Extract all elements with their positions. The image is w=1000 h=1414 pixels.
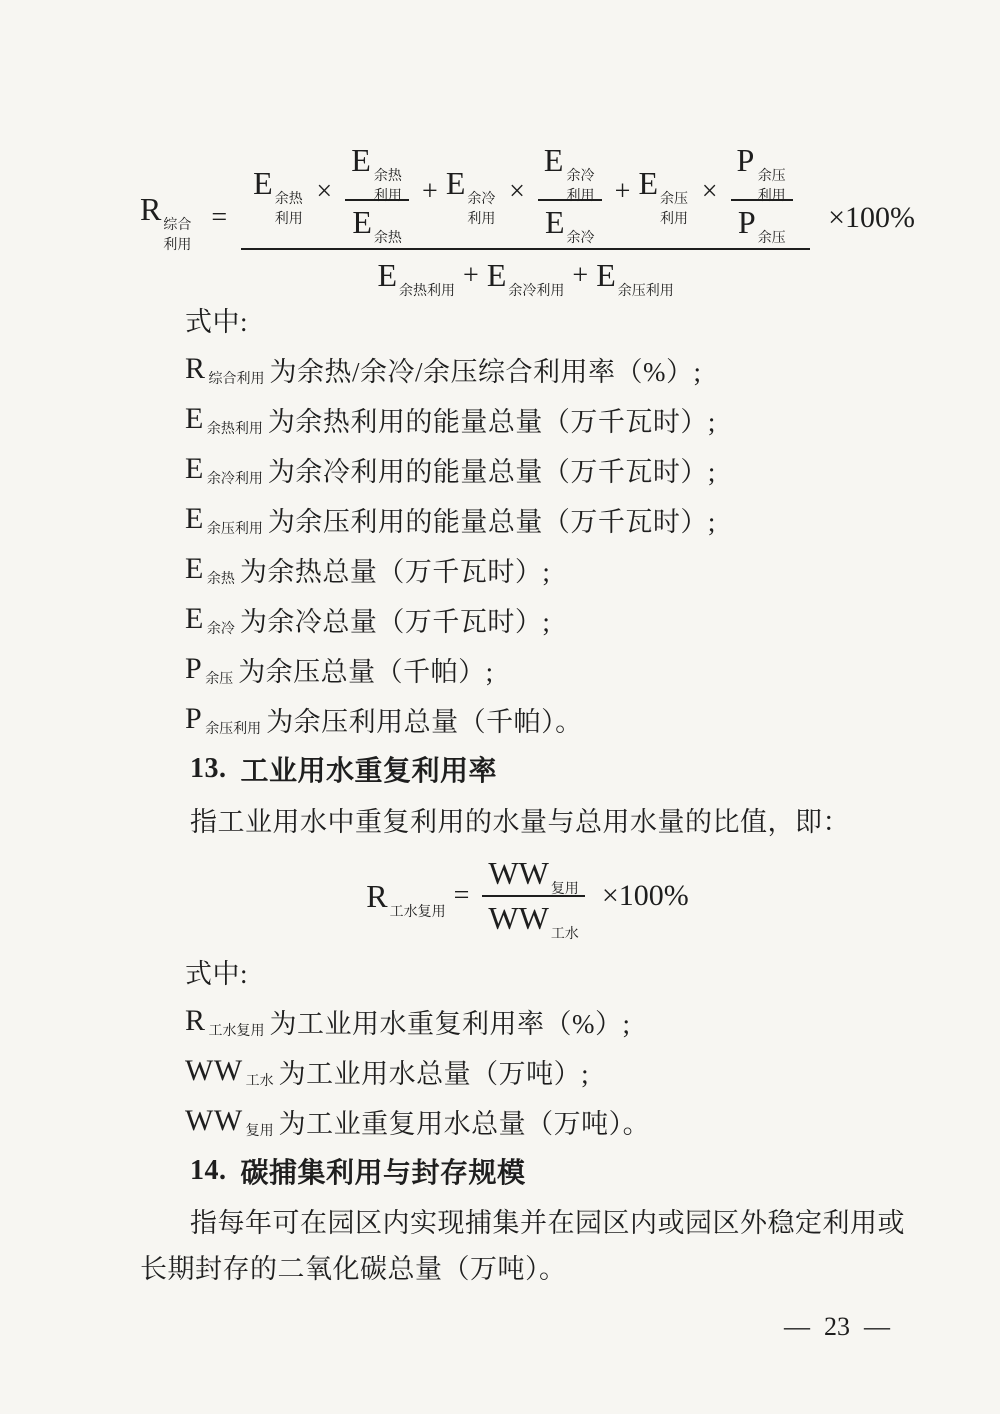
water-fraction-numerator bbox=[482, 855, 584, 897]
where-label: 式中: bbox=[185, 958, 249, 989]
symbol-base: E bbox=[445, 164, 466, 201]
carbon-capture-paragraph: 指每年可在园区内实现捕集并在园区内或园区外稳定利用或长期封存的二氧化碳总量（万吨）。 bbox=[140, 1208, 905, 1284]
definition-line bbox=[140, 494, 915, 544]
symbol-base: WW bbox=[488, 900, 549, 936]
symbol-base: E bbox=[185, 402, 204, 435]
page-number: 23 bbox=[824, 1312, 850, 1341]
formula-term bbox=[253, 164, 308, 227]
symbol-base: E bbox=[185, 502, 204, 535]
symbol-subscript: 综合利用 bbox=[163, 218, 192, 253]
formula-term bbox=[377, 257, 456, 299]
inner-fraction-numerator bbox=[538, 142, 602, 204]
percent-multiplier: ×100% bbox=[828, 201, 915, 234]
section-title: 碳捕集利用与封存规模 bbox=[240, 1158, 526, 1189]
main-fraction-numerator bbox=[241, 142, 810, 250]
where-label: 式中: bbox=[185, 306, 249, 337]
symbol-subscript: 余冷利用 bbox=[566, 169, 595, 204]
definition-text: 为余冷利用的能量总量（万千瓦时）; bbox=[267, 456, 716, 487]
symbol-subscript: 余热利用 bbox=[274, 191, 303, 227]
symbol-base: P bbox=[185, 702, 203, 735]
inner-fraction bbox=[731, 142, 794, 246]
comprehensive-utilization-formula bbox=[140, 142, 915, 299]
formula-lhs bbox=[366, 877, 446, 920]
symbol-base: E bbox=[352, 204, 372, 240]
plus-operator: + bbox=[422, 175, 438, 207]
symbol-base: E bbox=[377, 257, 398, 293]
symbol-subscript: 余压 bbox=[205, 672, 234, 687]
definition-line bbox=[140, 996, 915, 1046]
definition-line bbox=[140, 344, 915, 394]
symbol-subscript: 综合利用 bbox=[208, 372, 265, 387]
definition-line bbox=[140, 644, 915, 694]
definition-text: 为余热/余冷/余压综合利用率（%）; bbox=[269, 356, 702, 387]
symbol-subscript: 余冷 bbox=[566, 231, 595, 246]
symbol-base: E bbox=[253, 164, 273, 201]
symbol-subscript: 余压利用 bbox=[205, 722, 262, 737]
times-operator: × bbox=[316, 175, 333, 207]
symbol-subscript: 余热利用 bbox=[206, 422, 263, 437]
symbol-base: P bbox=[737, 204, 756, 240]
definition-text: 为余冷总量（万千瓦时）; bbox=[239, 606, 551, 637]
symbol-subscript: 余冷 bbox=[206, 622, 235, 637]
symbol-subscript: 余压利用 bbox=[757, 169, 786, 204]
symbol-subscript: 复用 bbox=[245, 1124, 274, 1139]
formula-term bbox=[445, 164, 501, 227]
inner-fraction bbox=[538, 142, 602, 246]
percent-multiplier: ×100% bbox=[601, 879, 689, 912]
symbol-base: E bbox=[486, 257, 507, 293]
page-content bbox=[140, 0, 915, 1292]
symbol-subscript: 余热 bbox=[206, 572, 235, 587]
inner-fraction-numerator bbox=[345, 142, 409, 204]
definition-text: 为工业用水总量（万吨）; bbox=[278, 1058, 590, 1089]
symbol-subscript: 余压利用 bbox=[206, 522, 263, 537]
water-reuse-intro: 指工业用水中重复利用的水量与总用水量的比值，即： bbox=[190, 806, 850, 837]
definition-line bbox=[140, 1046, 915, 1096]
symbol-base: R bbox=[366, 877, 388, 914]
symbol-subscript: 余热 bbox=[373, 231, 402, 246]
definition-text: 为余压总量（千帕）; bbox=[238, 656, 494, 687]
symbol-subscript: 复用 bbox=[550, 882, 579, 897]
definition-text: 为余压利用的能量总量（万千瓦时）; bbox=[267, 506, 716, 537]
section-number: 14. bbox=[190, 1155, 227, 1186]
equals-sign: = bbox=[211, 202, 228, 233]
inner-fraction-denominator bbox=[345, 201, 409, 246]
symbol-subscript: 工水 bbox=[245, 1074, 274, 1089]
symbol-base: E bbox=[185, 602, 204, 635]
formula-term bbox=[596, 257, 674, 299]
symbol-base: E bbox=[544, 204, 565, 240]
definition-text: 为余压利用总量（千帕）。 bbox=[266, 706, 583, 737]
symbol-subscript: 余压利用 bbox=[660, 191, 689, 227]
footer-dash-right: — bbox=[864, 1312, 890, 1341]
times-operator: × bbox=[701, 175, 718, 207]
inner-fraction-numerator bbox=[731, 142, 794, 204]
section-13-heading bbox=[140, 744, 915, 794]
definition-line bbox=[140, 594, 915, 644]
symbol-subscript: 余冷利用 bbox=[508, 284, 565, 299]
symbol-base: R bbox=[185, 1004, 206, 1037]
symbol-base: E bbox=[185, 552, 204, 585]
definition-text: 为工业重复用水总量（万吨）。 bbox=[278, 1108, 651, 1139]
formula-term bbox=[486, 257, 565, 299]
definition-text: 为工业用水重复利用率（%）; bbox=[269, 1008, 631, 1039]
main-fraction-denominator bbox=[377, 250, 674, 299]
definition-line bbox=[140, 1096, 915, 1146]
symbol-subscript: 余冷利用 bbox=[467, 191, 496, 227]
inner-fraction-denominator bbox=[731, 201, 794, 246]
formula-term bbox=[638, 164, 693, 227]
water-fraction-denominator bbox=[482, 897, 584, 942]
page-footer bbox=[784, 1312, 890, 1342]
definition-line bbox=[140, 394, 915, 444]
symbol-base: E bbox=[185, 452, 204, 485]
section-number: 13. bbox=[190, 753, 227, 784]
symbol-base: R bbox=[185, 352, 206, 385]
symbol-base: WW bbox=[488, 855, 549, 891]
definition-line bbox=[140, 544, 915, 594]
symbol-base: E bbox=[543, 142, 564, 178]
symbol-base: E bbox=[638, 164, 659, 201]
symbol-base: P bbox=[736, 142, 755, 178]
formula-lhs bbox=[140, 191, 203, 253]
water-fraction bbox=[482, 855, 584, 942]
definition-line bbox=[140, 694, 915, 744]
footer-dash-left: — bbox=[784, 1312, 810, 1341]
definition-text: 为余热总量（万千瓦时）; bbox=[239, 556, 551, 587]
symbol-subscript: 余压 bbox=[757, 231, 786, 246]
plus-operator: + bbox=[614, 175, 631, 207]
definition-line bbox=[140, 444, 915, 494]
symbol-base: WW bbox=[185, 1104, 243, 1137]
definition-text: 为余热利用的能量总量（万千瓦时）; bbox=[267, 406, 716, 437]
inner-fraction bbox=[345, 142, 409, 246]
symbol-base: R bbox=[140, 191, 162, 227]
symbol-subscript: 余热利用 bbox=[373, 169, 402, 204]
inner-fraction-denominator bbox=[538, 201, 602, 246]
symbol-subscript: 工水 bbox=[550, 927, 579, 942]
plus-operator: + bbox=[463, 259, 479, 291]
times-operator: × bbox=[509, 175, 525, 207]
main-fraction bbox=[241, 142, 810, 299]
symbol-base: P bbox=[185, 652, 203, 685]
water-reuse-formula bbox=[140, 852, 915, 940]
symbol-base: E bbox=[351, 142, 371, 178]
symbol-base: E bbox=[596, 257, 616, 293]
symbol-subscript: 工水复用 bbox=[208, 1024, 265, 1039]
symbol-subscript: 工水复用 bbox=[389, 904, 446, 920]
symbol-subscript: 余冷利用 bbox=[206, 472, 263, 487]
section-14-heading bbox=[140, 1146, 915, 1196]
symbol-subscript: 余热利用 bbox=[399, 284, 456, 299]
section-title: 工业用水重复利用率 bbox=[240, 756, 498, 787]
symbol-base: WW bbox=[185, 1054, 243, 1087]
symbol-subscript: 余压利用 bbox=[617, 284, 674, 299]
equals-sign: = bbox=[453, 880, 470, 911]
plus-operator: + bbox=[572, 259, 589, 291]
